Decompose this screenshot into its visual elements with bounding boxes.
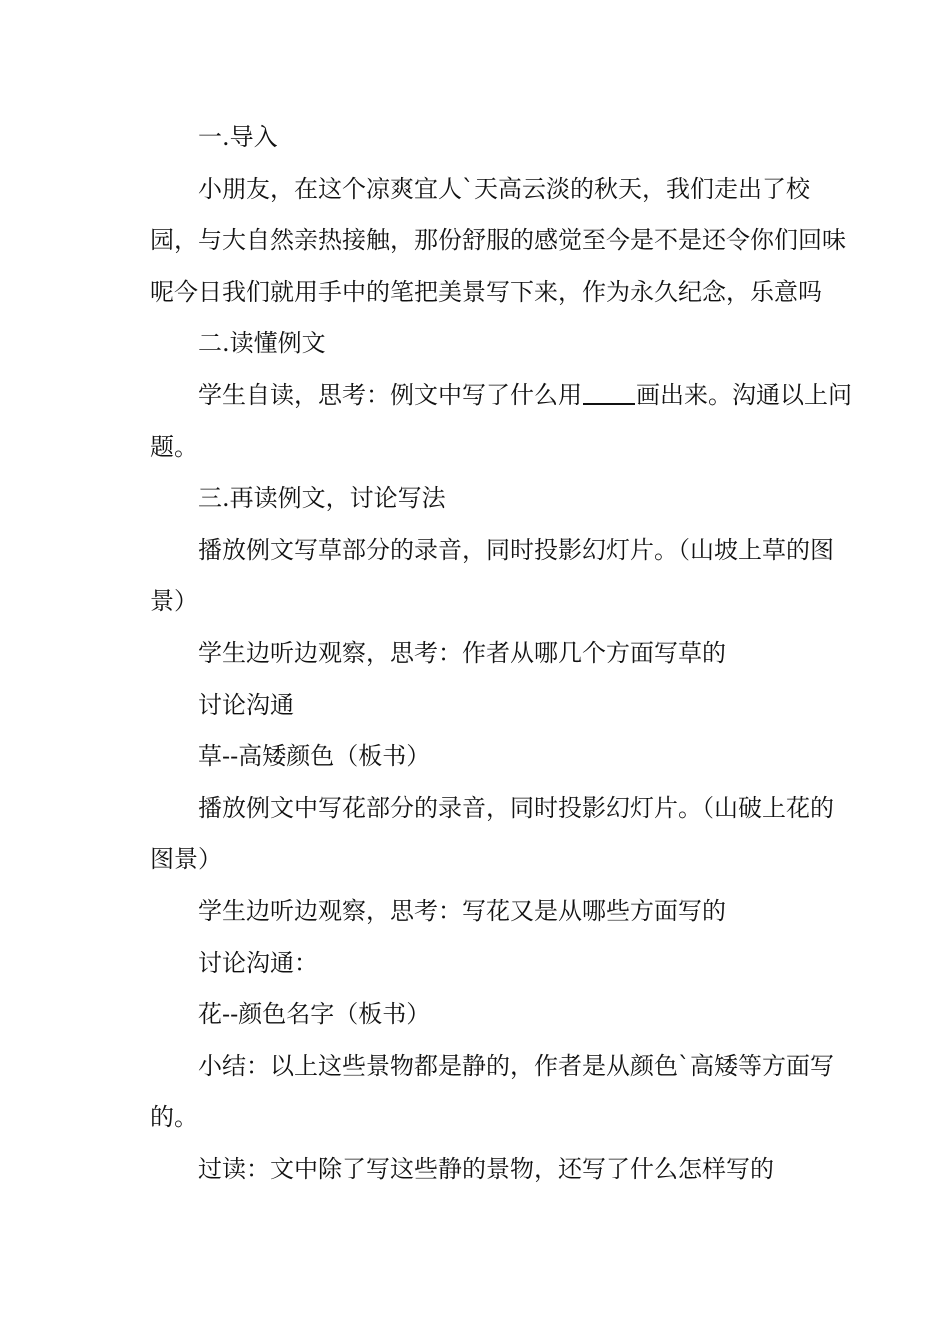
paragraph-discuss-1 — [150, 680, 810, 732]
text-line: 草--高矮颜色（板书） — [198, 742, 431, 771]
paragraph-flower-observe — [150, 886, 810, 938]
document-body — [150, 112, 852, 1195]
text-line: 讨论沟通 — [198, 690, 294, 719]
text-line: 学生边听边观察，思考：写花又是从哪些方面写的 — [198, 896, 726, 925]
text-line: 园，与大自然亲热接触，那份舒服的感觉至今是不是还令你们回味 — [150, 226, 846, 255]
text-segment: 学生自读，思考：例文中写了什么用 — [198, 380, 582, 409]
paragraph-grass-board — [150, 731, 810, 783]
paragraph-self-read — [150, 370, 852, 473]
paragraph-flower-board — [150, 989, 810, 1041]
paragraph-grass-audio — [150, 525, 834, 628]
text-line: 学生边听边观察，思考：作者从哪几个方面写草的 — [198, 638, 726, 667]
heading-intro — [150, 112, 810, 164]
text-line: 过读：文中除了写这些静的景物，还写了什么怎样写的 — [198, 1154, 774, 1183]
paragraph-discuss-2 — [150, 938, 810, 990]
paragraph-transition — [150, 1144, 810, 1196]
paragraph-grass-observe — [150, 628, 810, 680]
text-line: 播放例文中写花部分的录音，同时投影幻灯片。（山破上花的 — [198, 793, 834, 822]
heading-reread — [150, 473, 810, 525]
paragraph-flower-audio — [150, 783, 834, 886]
text-line: 讨论沟通： — [198, 948, 318, 977]
text-line: 一.导入 — [198, 123, 278, 151]
heading-read-example — [150, 318, 810, 370]
text-line: 呢今日我们就用手中的笔把美景写下来，作为永久纪念，乐意吗 — [150, 277, 822, 306]
text-line: 景） — [150, 587, 198, 616]
fill-in-blank — [583, 381, 635, 405]
text-line: 二.读懂例文 — [198, 329, 326, 358]
text-line: 题。 — [150, 432, 198, 461]
text-line: 播放例文写草部分的录音，同时投影幻灯片。（山坡上草的图 — [198, 535, 834, 564]
text-line: 图景） — [150, 845, 222, 874]
text-line: 的。 — [150, 1103, 198, 1132]
text-line: 小结：以上这些景物都是静的，作者是从颜色`高矮等方面写 — [198, 1051, 834, 1080]
paragraph-summary — [150, 1041, 834, 1144]
paragraph-intro — [150, 164, 846, 319]
text-line — [150, 370, 852, 422]
text-segment: 画出来。沟通以上问 — [636, 380, 852, 409]
text-line: 三.再读例文，讨论写法 — [198, 484, 446, 513]
text-line: 花--颜色名字（板书） — [198, 1000, 431, 1029]
text-line: 小朋友，在这个凉爽宜人`天高云淡的秋天，我们走出了校 — [198, 174, 810, 203]
